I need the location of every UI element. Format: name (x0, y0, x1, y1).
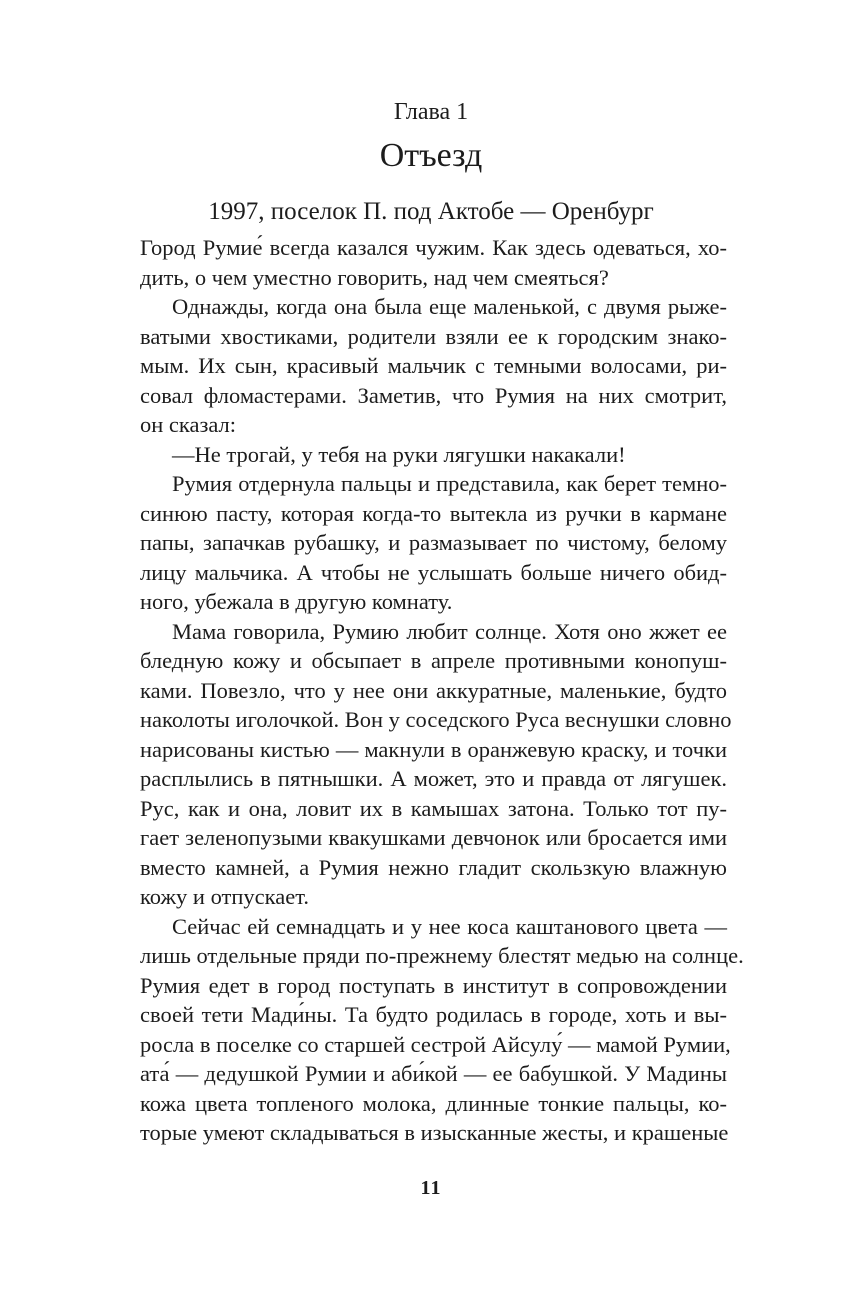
chapter-subtitle: 1997, поселок П. под Актобе — Оренбург (208, 198, 654, 225)
text-line: —Не трогай, у тебя на руки лягушки накакали! (172, 441, 626, 467)
text-line: кожа цвета топленого молока, длинные тонкие пальцы, ко- (140, 1090, 727, 1116)
body-text (140, 233, 744, 1148)
text-line: ватыми хвостиками, родители взяли ее к городским знако- (140, 323, 727, 349)
text-line: Город Румие́ всегда казался чужим. Как здесь одеваться, хо- (140, 235, 727, 260)
text-line: лицу мальчика. А чтобы не услышать больше ничего обид- (140, 559, 727, 585)
text-line: наколоты иголочкой. Вон у соседского Руса веснушки словно (140, 707, 732, 732)
text-line: Сейчас ей семнадцать и у нее коса каштанового цвета — (172, 913, 727, 939)
paragraph (140, 440, 727, 470)
paragraph (140, 292, 727, 440)
text-line: Румия едет в город поступать в институт в сопровождении (140, 972, 727, 998)
text-line: нарисованы кистью — макнули в оранжевую краску, и точки (140, 736, 727, 762)
text-line: папы, запачкав рубашку, и размазывает по чистому, белому (140, 530, 727, 555)
text-line: вместо камней, а Румия нежно гладит скользкую влажную (140, 854, 727, 880)
text-line: мым. Их сын, красивый мальчик с темными волосами, ри- (140, 353, 727, 378)
paragraph (140, 469, 727, 617)
chapter-label: Глава 1 (393, 99, 469, 125)
text-line: расплылись в пятнышки. А может, это и правда от лягушек. (140, 766, 727, 791)
text-line: лишь отдельные пряди по-прежнему блестят медью на солнце. (140, 943, 744, 968)
text-line: росла в поселке со старшей сестрой Айсулу́ — мамой Румии, (140, 1031, 731, 1057)
text-line: торые умеют складываться в изысканные жесты, и крашеные (140, 1120, 729, 1145)
text-line: ками. Повезло, что у нее они аккуратные, маленькие, будто (140, 677, 727, 703)
text-line: он сказал: (140, 412, 237, 437)
text-line: синюю пасту, которая когда-то вытекла из ручки в кармане (140, 500, 727, 526)
text-line: совал фломастерами. Заметив, что Румия на них смотрит, (140, 382, 727, 408)
text-line: дить, о чем уместно говорить, над чем смеяться? (140, 264, 609, 290)
paragraph (140, 912, 744, 1148)
text-line: Румия отдернула пальцы и представила, как берет темно- (172, 471, 727, 496)
text-line: бледную кожу и обсыпает в апреле противными конопуш- (140, 648, 727, 673)
text-line: ного, убежала в другую комнату. (140, 589, 453, 614)
text-line: Мама говорила, Румию любит солнце. Хотя оно жжет ее (172, 618, 727, 644)
text-line: ата́ — дедушкой Румии и аби́кой — ее бабушкой. У Мадины (140, 1061, 727, 1086)
page-number: 11 (420, 1177, 442, 1199)
text-line: Однажды, когда она была еще маленькой, с двумя рыже- (172, 294, 727, 319)
paragraph (140, 617, 732, 912)
paragraph (140, 233, 727, 292)
chapter-title: Отъезд (379, 137, 483, 174)
text-line: своей тети Мади́ны. Та будто родилась в городе, хоть и вы- (140, 1002, 727, 1027)
text-line: гает зеленопузыми квакушками девчонок или бросается ими (140, 825, 727, 850)
text-line: кожу и отпускает. (140, 884, 309, 909)
text-line: Рус, как и она, ловит их в камышах затона. Только тот пу- (140, 795, 727, 821)
